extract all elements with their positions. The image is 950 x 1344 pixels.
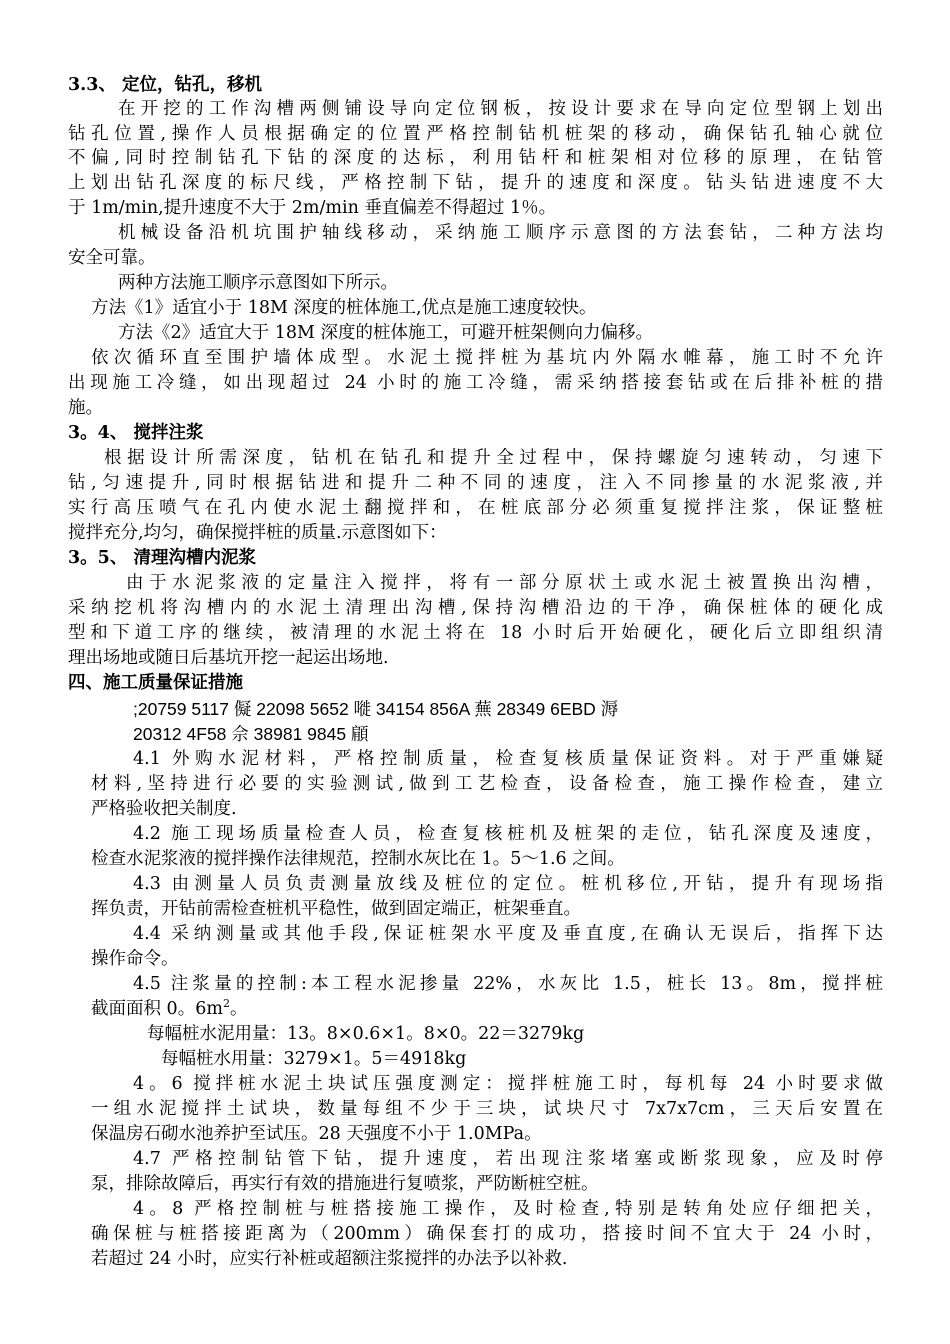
paragraph-line: 根据设计所需深度，钻机在钻孔和提升全过程中，保持螺旋匀速转动，匀速下 [104, 448, 883, 468]
paragraph-line: 由于水泥浆液的定量注入搅拌，将有一部分原状土或水泥土被置换出沟槽， [126, 573, 883, 593]
item-4-4-line: 4.4 采纳测量或其他手段,保证桩架水平度及垂直度,在确认无误后，指挥下达 [133, 924, 883, 944]
section-3-5-heading: 3。5、 清理沟槽内泥浆 [68, 548, 256, 568]
paragraph-line: 钻,匀速提升,同时根据钻进和提升二种不同的速度，注入不同掺量的水泥浆液,并 [68, 473, 883, 493]
encoded-text-line: 20312 4F58 佘 38981 9845 顅 [133, 724, 369, 744]
paragraph-line: 上划出钻孔深度的标尺线，严格控制下钻，提升的速度和深度。钻头钻进速度不大 [68, 173, 883, 193]
paragraph-line: 安全可靠。 [68, 248, 156, 268]
encoded-text-line: ;20759 5117 儗 22098 5652 嘥 34154 856A 蕪 28349 6EBD 溽 [133, 699, 619, 719]
item-4-6-line: 保温房石砌水池养护至试压。28 天强度不小于 1.0MPa。 [91, 1124, 542, 1144]
item-4-4-line: 操作命令。 [91, 949, 179, 969]
item-4-1-line: 材料,坚持进行必要的实验测试,做到工艺检查，设备检查，施工操作检查，建立 [91, 774, 883, 794]
item-4-6-line: 一组水泥搅拌土试块，数量每组不少于三块，试块尺寸 7x7x7cm，三天后安置在 [91, 1099, 883, 1119]
item-4-2-line: 4.2 施工现场质量检查人员，检查复核桩机及桩架的走位，钻孔深度及速度， [133, 824, 883, 844]
paragraph-line: 两种方法施工顺序示意图如下所示。 [118, 273, 398, 293]
item-4-8-line: 4。8 严格控制桩与桩搭接施工操作，及时检查,特别是转角处应仔细把关， [133, 1199, 883, 1219]
item-4-8-line: 确保桩与桩搭接距离为（200mm）确保套打的成功，搭接时间不宜大于 24 小时， [91, 1224, 883, 1244]
paragraph-line: 于 1m/min,提升速度不大于 2m/min 垂直偏差不得超过 1％。 [68, 198, 557, 218]
item-4-5-line: 4.5 注浆量的控制:本工程水泥掺量 22%，水灰比 1.5，桩长 13。8m，搅拌桩 [133, 974, 883, 994]
item-4-6-line: 4。6 搅拌桩水泥土块试压强度测定：搅拌桩施工时，每机每 24 小时要求做 [133, 1074, 883, 1094]
item-4-1-line: 严格验收把关制度. [91, 799, 237, 819]
paragraph-line: 采纳挖机将沟槽内的水泥土清理出沟槽,保持沟槽沿边的干净，确保桩体的硬化成 [68, 598, 883, 618]
item-4-7-line: 4.7 严格控制钻管下钻，提升速度，若出现注浆堵塞或断浆现象，应及时停 [133, 1149, 883, 1169]
item-4-7-line: 泵，排除故障后，再实行有效的措施进行复喷浆，严防断桩空桩。 [91, 1174, 599, 1194]
paragraph-line: 不偏,同时控制钻孔下钻的深度的达标，利用钻杆和桩架相对位移的原理，在钻管 [68, 148, 883, 168]
item-4-3-line: 4.3 由测量人员负责测量放线及桩位的定位。桩机移位,开钻，提升有现场指 [133, 874, 883, 894]
paragraph-line: 理出场地或随日后基坑开挖一起运出场地. [68, 648, 389, 668]
section-3-4-heading: 3。4、 搅拌注浆 [68, 423, 204, 443]
section-3-3-heading: 3.3、 定位，钻孔，移机 [68, 75, 263, 95]
item-4-2-line: 检查水泥浆液的搅拌操作法律规范，控制水灰比在 1。5～1.6 之间。 [91, 849, 625, 869]
paragraph-line: 出现施工冷缝，如出现超过 24 小时的施工冷缝，需采纳搭接套钻或在后排补桩的措 [68, 373, 883, 393]
paragraph-line: 方法《2》适宜大于 18M 深度的桩体施工，可避开桩架侧向力偏移。 [118, 323, 653, 343]
paragraph-line: 搅拌充分,均匀，确保搅拌桩的质量.示意图如下： [68, 523, 447, 543]
paragraph-line: 在开挖的工作沟槽两侧铺设导向定位钢板，按设计要求在导向定位型钢上划出 [118, 99, 883, 119]
section-4-heading: 四、施工质量保证措施 [68, 673, 243, 693]
paragraph-line: 依次循环直至围护墙体成型。水泥土搅拌桩为基坑内外隔水帷幕，施工时不允许 [91, 348, 883, 368]
formula-cement: 每幅桩水泥用量：13。8×0.6×1。8×0。22＝3279kg [147, 1024, 585, 1044]
item-4-3-line: 挥负责，开钻前需检查桩机平稳性，做到固定端正，桩架垂直。 [91, 899, 581, 919]
item-4-5-line [91, 997, 247, 1023]
paragraph-line: 钻孔位置,操作人员根据确定的位置严格控制钻机桩架的移动，确保钻孔轴心就位 [68, 124, 883, 144]
paragraph-line: 实行高压喷气在孔内使水泥土翻搅拌和，在桩底部分必须重复搅拌注浆，保证整桩 [68, 498, 883, 518]
paragraph-line: 施。 [68, 398, 103, 418]
paragraph-line: 方法《1》适宜小于 18M 深度的桩体施工,优点是施工速度较快。 [91, 298, 597, 318]
area-text: 截面面积 0。6m [91, 999, 223, 1019]
paragraph-line: 型和下道工序的继续，被清理的水泥土将在 18 小时后开始硬化，硬化后立即组织清 [68, 623, 883, 643]
paragraph-line: 机械设备沿机坑围护轴线移动，采纳施工顺序示意图的方法套钻，二种方法均 [118, 223, 883, 243]
superscript-2: 2 [222, 997, 230, 1011]
item-4-1-line: 4.1 外购水泥材料，严格控制质量，检查复核质量保证资料。对于严重嫌疑 [133, 749, 883, 769]
formula-water: 每幅桩水用量：3279×1。5＝4918kg [161, 1049, 467, 1069]
item-4-8-line: 若超过 24 小时，应实行补桩或超额注浆搅拌的办法予以补救. [91, 1249, 568, 1269]
period: 。 [229, 999, 248, 1019]
